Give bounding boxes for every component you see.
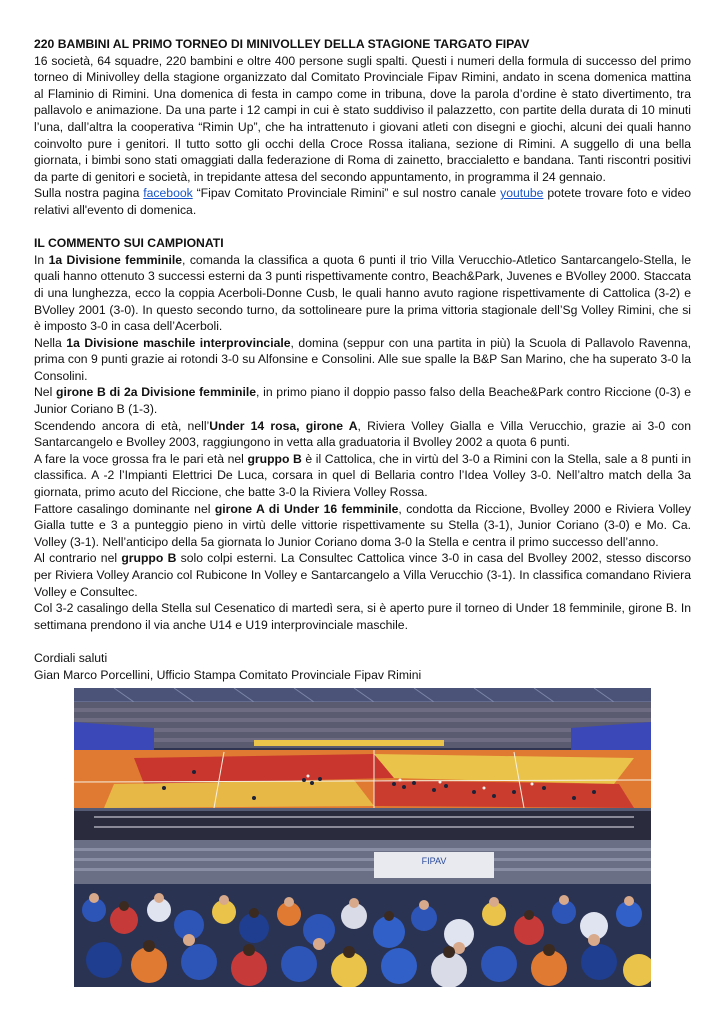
commento-heading: IL COMMENTO SUI CAMPIONATI: [34, 236, 224, 251]
text: è il Cattolica, che in virtù del 3-0 a Rimini con la Stella, sale a 8 punti in classifica. A -2 l’Impianti Elettrici De Luca, corsara in quel di Bellaria contro l’Idea Volley 3-0. Nell’altro match della 3a giornata, primo acuto del Riccione, che batte 3-0 la Riviera Volley Rossa.: [34, 451, 691, 500]
paragraph-2a-divisione-femminile: [34, 384, 691, 417]
text: , comanda la classifica a quota 6 punti il trio Villa Verucchio-Atletico Santarcangelo-Stella, le quali hanno ottenuto 3 successi esterni da 3 punti rispettivamente contro, Beach&Park, Juvenes e BVolley 2000. Staccata di una lunghezza, ecco la coppia Acerboli-Donne Cusb, le quali hanno avuto ragione rispettivamente di Cattolica (3-2) e BVolley 2001 (3-0). In questo secondo turno, da sottolineare pure la prima vittoria stagionale dell’Sg Volley Rimini, che si è imposto 3-0 in casa dell’Acerboli.: [34, 252, 691, 334]
paragraph-under-14-girone-a: [34, 418, 691, 451]
social-links-paragraph: [34, 185, 691, 218]
spacer: [34, 633, 691, 650]
text: , condotta da Riccione, Bvolley 2000 e Riviera Volley Gialla tutte e 3 a punteggio pieno in virtù delle vittorie rispettivamente su Stella (3-1), Junior Coriano (3-0) e Mo. Ca. Volley (3-1). Nell’anticipo della 5a giornata lo Junior Coriano doma 3-0 la Stella e centra il primo successo dell’anno.: [34, 501, 691, 549]
banner-text: FIPAV: [421, 856, 447, 866]
text: Fattore casalingo dominante nel: [34, 501, 215, 516]
children-crowd-illustration: [74, 840, 651, 987]
paragraph-under-16-girone-a: [34, 501, 691, 551]
text: solo colpi esterni. La Consultec Cattolica vince 3-0 in casa del Bvolley 2002, stesso discorso per Riviera Volley Arancio col Rubicone In Volley e Santarcangelo a Villa Verucchio (3-1). In classifica comandano Riviera Volley e Consultec.: [34, 551, 691, 599]
text: , Riviera Volley Gialla e Villa Verucchio, grazie ai 3-0 con Santarcangelo e Bvolley 2003, raggiungono in vetta alla graduatoria il Bvolley 2002 a quota 6 punti.: [34, 418, 691, 450]
paragraph-under-14-gruppo-b: [34, 451, 691, 501]
paragraph-1a-divisione-maschile: [34, 335, 691, 385]
text: In: [34, 252, 49, 267]
closing-greeting: Cordiali saluti: [34, 650, 108, 665]
facebook-link[interactable]: facebook: [143, 186, 193, 201]
social-text-mid: “Fipav Comitato Provinciale Rimini” e sul nostro canale: [192, 186, 501, 201]
text: Nella: [34, 335, 67, 350]
social-text-pre: Sulla nostra pagina: [34, 186, 144, 201]
league-name: Under 14 rosa, girone A: [209, 418, 358, 433]
league-name: 1a Divisione femminile: [48, 252, 183, 267]
youtube-link[interactable]: youtube: [500, 186, 544, 201]
paragraph-under-18: Col 3-2 casalingo della Stella sul Cesenatico di martedì sera, si è aperto pure il torneo di Under 18 femminile, girone B. In settimana prendono il via anche U14 e U19 interprovinciale maschile.: [34, 601, 691, 632]
closing-signature: Gian Marco Porcellini, Ufficio Stampa Comitato Provinciale Fipav Rimini: [34, 667, 422, 682]
text: Al contrario nel: [34, 551, 122, 566]
gym-overview-illustration: [74, 688, 651, 840]
league-name: gruppo B: [247, 451, 302, 466]
paragraph-under-16-gruppo-b: [34, 550, 691, 600]
spacer: [34, 219, 691, 236]
article-intro: 16 società, 64 squadre, 220 bambini e oltre 400 persone sugli spalti. Questi i numeri della formula di successo del primo torneo di Minivolley della stagione organizzato dal Comitato Provinciale Fipav Rimini, andato in scena domenica mattina al Flaminio di Rimini. Una domenica di festa in campo come in tribuna, dove la parola d’ordine è stato divertimento, tra pallavolo e animazione. Da una parte i 12 campi in cui è stato suddiviso il palazzetto, con partite della durata di 10 minuti l’una, dall’altra la cooperativa “Rimin Up”, che ha intrattenuto i giovani atleti con disegni e giochi, alcuni dei quali hanno coinvolto pure i genitori. Il tutto sotto gli occhi della Croce Rossa italiana, sezione di Rimini. A suggello di una bella giornata, i bimbi sono stati omaggiati dalla federazione di Roma di zainetto, braccialetto e bandana. Tanti riscontri positivi da parte di genitori e società, in trepidante attesa del secondo appuntamento, in programma il 24 gennaio.: [34, 53, 691, 184]
league-name: girone B di 2a Divisione femminile: [56, 385, 257, 400]
photo-children-crowd: [74, 840, 651, 987]
document-page: [34, 36, 691, 683]
league-name: gruppo B: [121, 551, 177, 566]
league-name: 1a Divisione maschile interprovinciale: [66, 335, 291, 350]
text: , in primo piano il doppio passo falso della Beache&Park contro Riccione (0-3) e Junior Coriano B (1-3).: [34, 385, 692, 417]
article-title: 220 BAMBINI AL PRIMO TORNEO DI MINIVOLLEY DELLA STAGIONE TARGATO FIPAV: [34, 37, 530, 51]
text: Scendendo ancora di età, nell’: [34, 418, 210, 433]
social-text-post: potete trovare foto e video relativi all'evento di domenica.: [34, 186, 691, 217]
paragraph-1a-divisione-femminile: [34, 252, 691, 335]
photo-gym-overview: [74, 688, 651, 840]
text: , domina (seppur con una partita in più) la Scuola di Pallavolo Ravenna, prima con 9 punti grazie ai rotondi 3-0 su Alfonsine e Consolini. Alle sue spalle la B&P San Marino, che ha superato 3-0 la Consolini.: [34, 335, 691, 383]
text: A fare la voce grossa fra le pari età nel: [34, 451, 248, 466]
text: Nel: [34, 385, 56, 400]
league-name: girone A di Under 16 femminile: [214, 501, 399, 516]
